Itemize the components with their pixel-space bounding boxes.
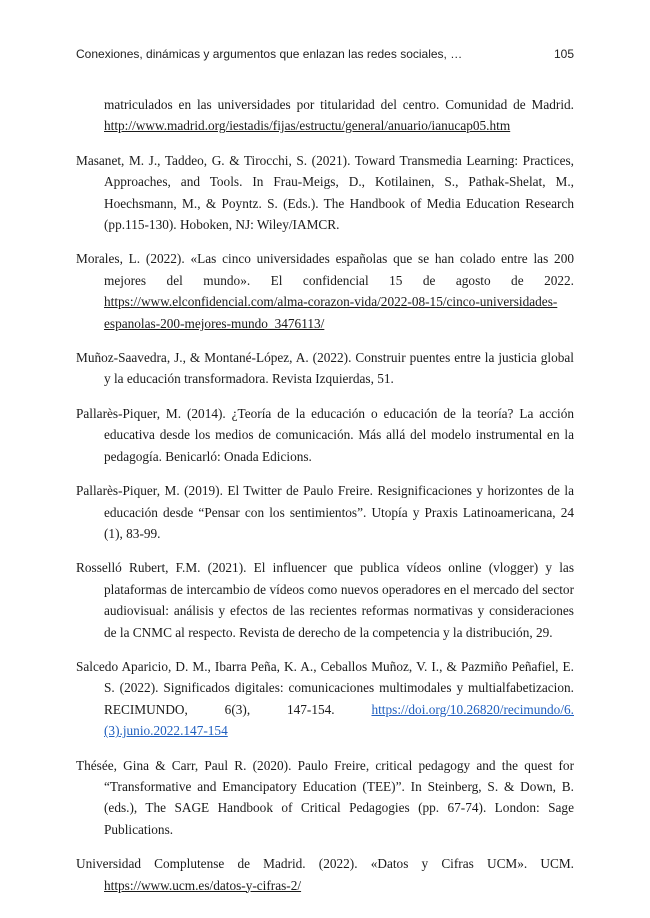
reference-entry [76,248,574,334]
reference-text: Thésée, Gina & Carr, Paul R. (2020). Paulo Freire, critical pedagogy and the quest for “Transformative and Emancipatory Education (TEE)”. In Steinberg, S. & Down, B. (eds.), The SAGE Handbook of Critical Pedagogies (pp. 67-74). London: Sage Publications. [76,757,574,837]
reference-entry [76,347,574,390]
reference-text: Morales, L. (2022). «Las cinco universidades españolas que se han colado entre las 200 mejores del mundo». El confidencial 15 de agosto de 2022. [76,251,574,288]
running-title: Conexiones, dinámicas y argumentos que enlazan las redes sociales, … [76,47,463,61]
reference-entry [76,755,574,841]
running-header [76,47,574,67]
reference-link[interactable]: https://www.elconfidencial.com/alma-corazon-vida/2022-08-15/cinco-universidades-espanolas-200-mejores-mundo_3476113/ [104,294,558,331]
page-number: 105 [553,47,574,61]
reference-entry [76,853,574,896]
reference-link[interactable]: http://www.madrid.org/iestadis/fijas/estructu/general/anuario/ianucap05.htm [104,118,511,134]
reference-text: matriculados en las universidades por titularidad del centro. Comunidad de Madrid. [104,97,574,112]
reference-text: Pallarès-Piquer, M. (2014). ¿Teoría de la educación o educación de la teoría? La acción educativa desde los medios de comunicación. Más allá del modelo instrumental en la pedagogía. Benicarló: Onada Edicions. [76,405,574,464]
reference-text: Rosselló Rubert, F.M. (2021). El influencer que publica vídeos online (vlogger) y las plataformas de intercambio de vídeos como nuevos operadores en el mercado del sector audiovisual: análisis y efectos de las recientes reformas normativas y consideraciones de la CNMC al respecto. Revista de derecho de la competencia y la distribución, 29. [76,560,574,640]
reference-text: Masanet, M. J., Taddeo, G. & Tirocchi, S. (2021). Toward Transmedia Learning: Practices, Approaches, and Tools. In Frau-Meigs, D., Kotilainen, S., Pathak-Shelat, M., Hoechsmann, M., & Poyntz. S. (Eds.). The Handbook of Media Education Research (pp.115-130). Hoboken, NJ: Wiley/IAMCR. [76,152,574,233]
reference-list [76,94,574,909]
reference-link[interactable]: https://www.ucm.es/datos-y-cifras-2/ [104,877,302,893]
reference-text: Universidad Complutense de Madrid. (2022). «Datos y Cifras UCM». UCM. [76,856,574,872]
reference-text: Salcedo Aparicio, D. M., Ibarra Peña, K. A., Ceballos Muñoz, V. I., & Pazmiño Peñafiel, E. S. (2022). Significados digitales: comunicaciones multimodales y multialfabetizacion. RECIMUNDO, 6(3), 147-154. [76,658,574,717]
reference-entry [76,150,574,236]
reference-link[interactable]: https://doi.org/10.26820/recimundo/6.(3).junio.2022.147-154 [104,701,574,739]
reference-entry [76,480,574,544]
reference-text: Pallarès-Piquer, M. (2019). El Twitter de Paulo Freire. Resignificaciones y horizontes de la educación desde “Pensar con los sentimientos”. Utopía y Praxis Latinoamericana, 24 (1), 83-99. [76,483,574,541]
reference-text: Muñoz-Saavedra, J., & Montané-López, A. (2022). Construir puentes entre la justicia global y la educación transformadora. Revista Izquierdas, 51. [76,350,574,387]
reference-entry [76,403,574,467]
reference-entry [76,656,574,742]
reference-entry [76,557,574,643]
reference-entry-continuation [76,94,574,137]
